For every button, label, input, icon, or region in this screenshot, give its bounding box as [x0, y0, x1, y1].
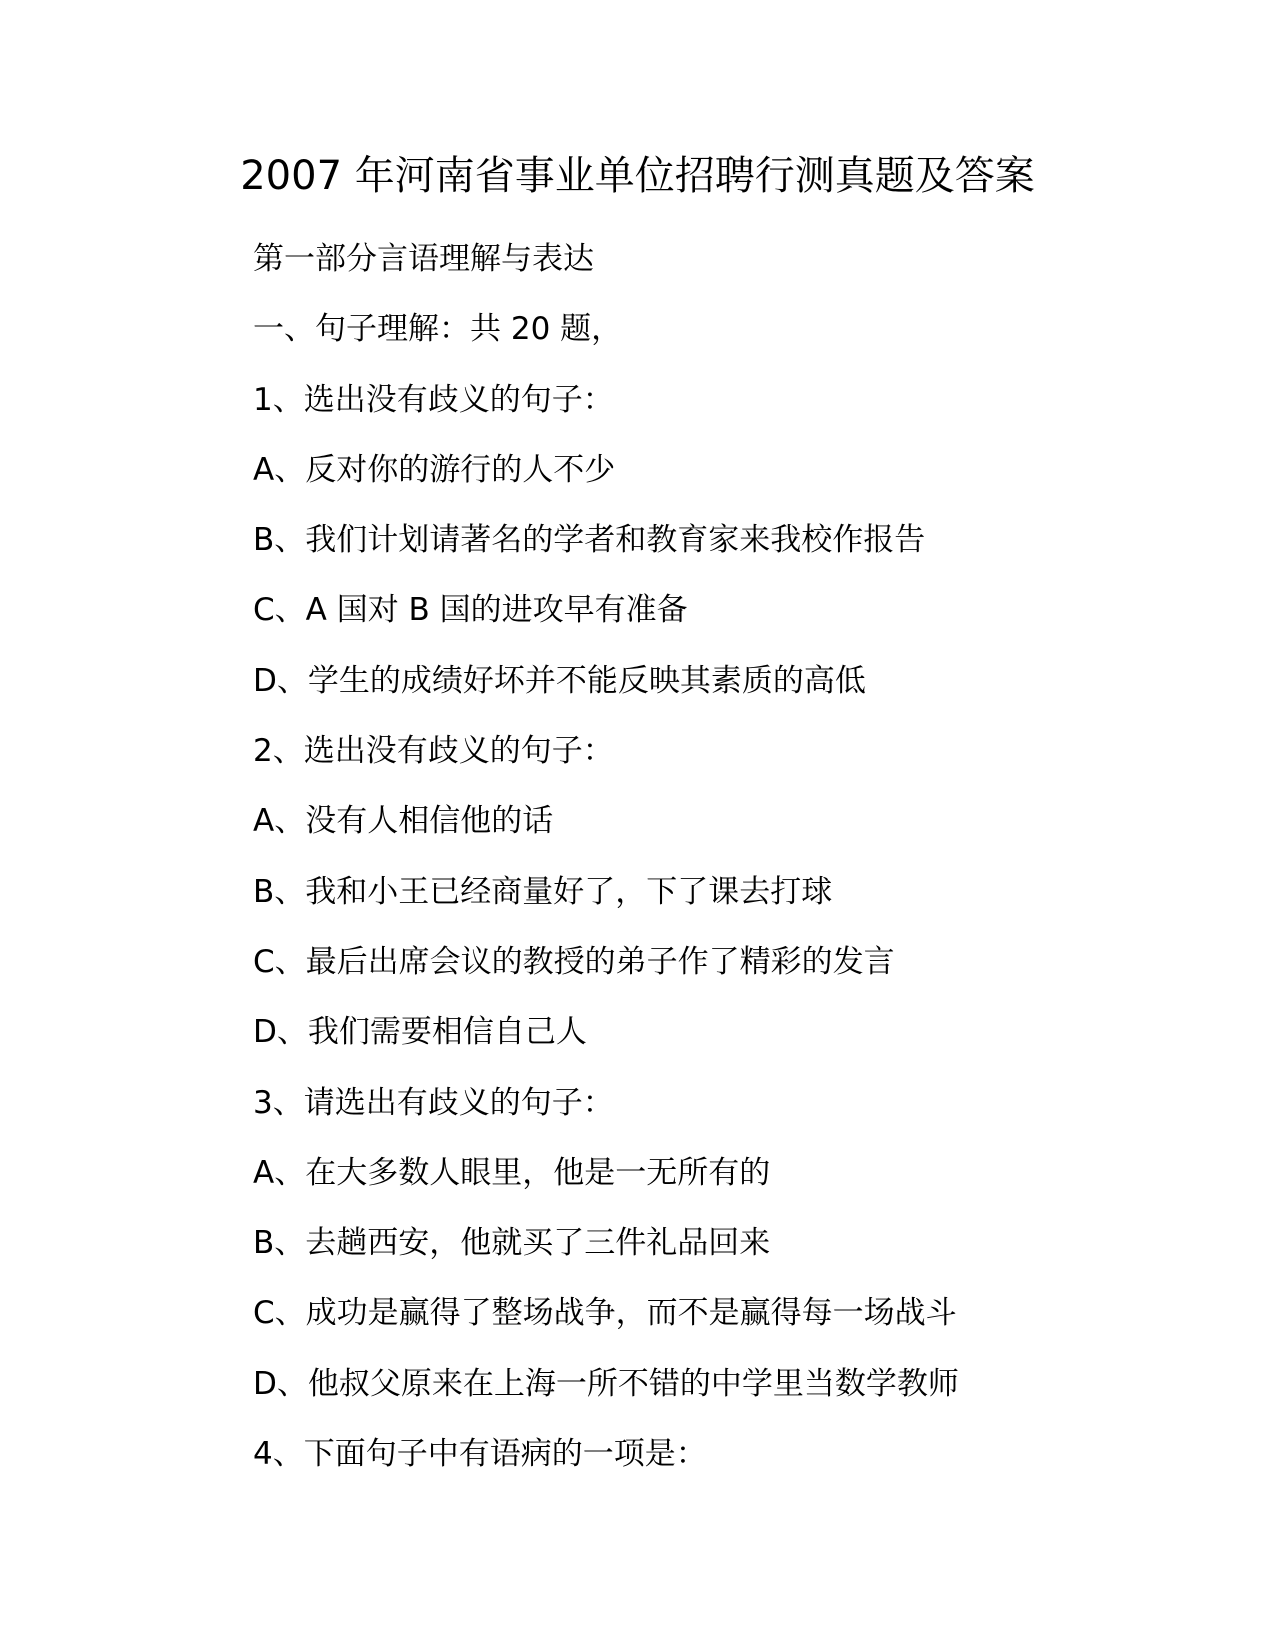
question-3: 3、请选出有歧义的句子：	[253, 1084, 614, 1121]
document-body	[253, 224, 959, 1489]
question-3-option-a: A、在大多数人眼里，他是一无所有的	[253, 1154, 771, 1191]
question-1-option-a: A、反对你的游行的人不少	[253, 451, 616, 488]
question-2-option-d: D、我们需要相信自己人	[253, 1014, 587, 1051]
section-heading: 第一部分言语理解与表达	[253, 241, 594, 277]
question-2-option-b: B、我和小王已经商量好了，下了课去打球	[253, 873, 833, 910]
question-1-option-b: B、我们计划请著名的学者和教育家来我校作报告	[253, 522, 926, 559]
question-2-option-c: C、最后出席会议的教授的弟子作了精彩的发言	[253, 943, 895, 980]
question-3-option-c: C、成功是赢得了整场战争，而不是赢得每一场战斗	[253, 1295, 957, 1332]
question-2: 2、选出没有歧义的句子：	[253, 733, 614, 770]
question-2-option-a: A、没有人相信他的话	[253, 803, 554, 840]
question-1-option-d: D、学生的成绩好坏并不能反映其素质的高低	[253, 662, 866, 699]
question-1: 1、选出没有歧义的句子：	[253, 381, 614, 418]
question-1-option-c: C、A 国对 B 国的进攻早有准备	[253, 592, 688, 629]
subsection-heading: 一、句子理解：共 20 题，	[253, 311, 623, 348]
question-3-option-d: D、他叔父原来在上海一所不错的中学里当数学教师	[253, 1365, 959, 1402]
question-4: 4、下面句子中有语病的一项是：	[253, 1436, 707, 1473]
document-title: 2007 年河南省事业单位招聘行测真题及答案	[240, 153, 1035, 199]
question-3-option-b: B、去趟西安，他就买了三件礼品回来	[253, 1225, 771, 1262]
